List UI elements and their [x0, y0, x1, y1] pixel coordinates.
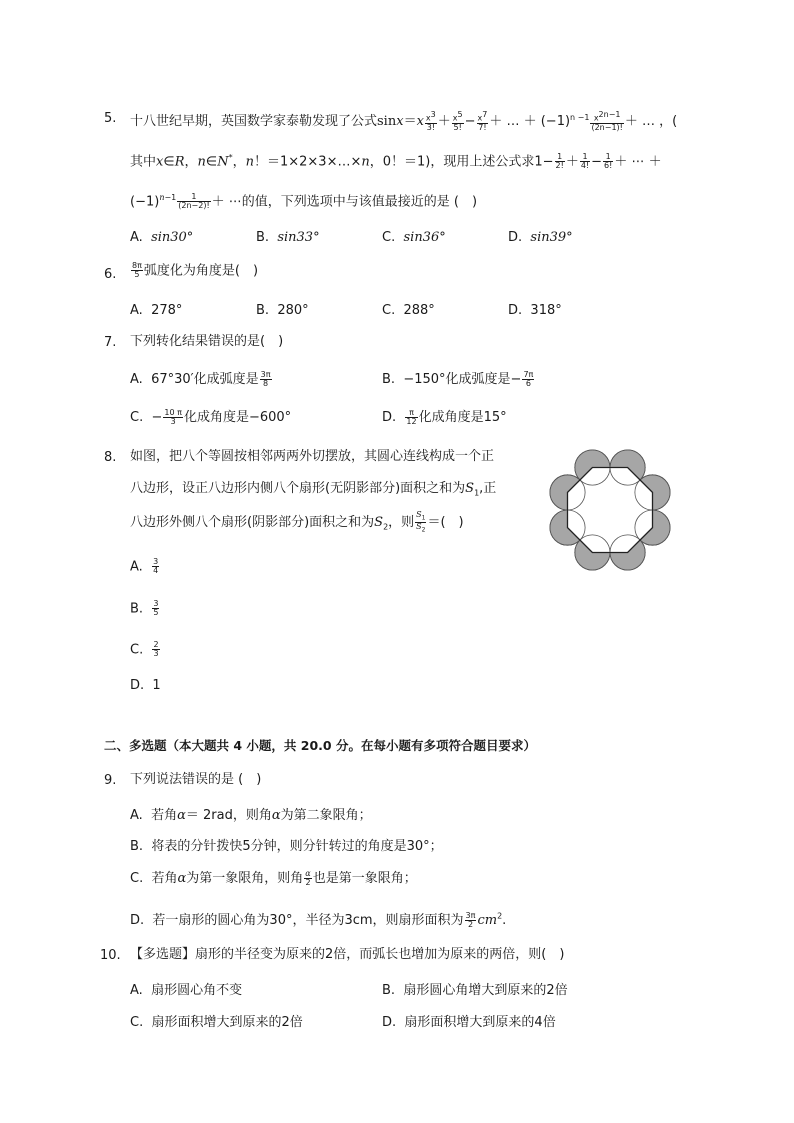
q7-option-a[interactable]: A. 67°30′化成弧度是 $\frac{3\pi}{8}$	[130, 369, 271, 388]
q5-fraction: $\frac{1}{6!}$	[604, 152, 613, 171]
q8-option-c[interactable]: C. $\frac{2}{3}$	[130, 640, 159, 659]
q5-option-c[interactable]: C. sin36°	[382, 230, 446, 245]
q5-text: 其中	[130, 154, 157, 170]
q5-line-2: 其中x∈R，n∈N*，n！＝1×2×3×…×n，0！＝1)，现用上述公式求1− $\frac{1}{2!}$ ＋ $\frac{1}{4!}$ − $\frac{1}{6!}$ ＋ ⋯ ＋	[130, 152, 662, 171]
q5-text: ，	[232, 154, 246, 170]
q7-stem: 下列转化结果错误的是( )	[130, 334, 284, 349]
q8-option-d[interactable]: D. 1	[130, 678, 161, 693]
q5-text: ，0！＝1)，现用上述公式求1	[369, 154, 543, 170]
q10-option-a[interactable]: A. 扇形圆心角不变	[130, 983, 243, 998]
q5-text: ＋ ⋯的值，下列选项中与该值最接近的是 ( )	[211, 194, 478, 210]
q10-option-b[interactable]: B. 扇形圆心角增大到原来的2倍	[382, 983, 568, 998]
q7-option-b[interactable]: B. −150°化成弧度是− $\frac{7\pi}{6}$	[382, 369, 534, 388]
q5-var: N	[217, 154, 229, 170]
q7-option-d[interactable]: D. $\frac{\pi}{12}$ 化成角度是15°	[382, 407, 507, 426]
q5-fraction: $\frac{x^7}{7!}$	[477, 110, 488, 133]
q8-line-2: 八边形，设正八边形内侧八个扇形(无阴影部分)面积之和为$S_1$,正	[130, 481, 497, 498]
q10-option-c[interactable]: C. 扇形面积增大到原来的2倍	[130, 1015, 303, 1030]
q6-option-c[interactable]: C. 288°	[382, 303, 435, 318]
q8-number: 8.	[104, 450, 117, 465]
q9-option-b[interactable]: B. 将表的分针拨快5分钟，则分针转过的角度是30°；	[130, 839, 443, 854]
q6-option-d[interactable]: D. 318°	[508, 303, 562, 318]
q5-var: n	[245, 154, 254, 170]
q5-text: ＋ ⋯ ＋	[614, 154, 662, 170]
q8-line-3: 八边形外侧八个扇形(阴影部分)面积之和为$S_2$，则 $\frac{S_1}{S_2}$ ＝( )	[130, 510, 464, 534]
q5-fraction: $\frac{x^{2n-1}}{(2n-1)!}$	[591, 110, 623, 133]
q5-text: ＋ … ，(	[624, 114, 678, 130]
eight-circles-figure	[545, 445, 675, 575]
q6-stem	[130, 262, 258, 280]
q9-option-d[interactable]: D. 若一扇形的圆心角为30°，半径为3cm，则扇形面积为 $\frac{3\pi}{2}$ $cm^2$.	[130, 910, 507, 929]
q5-sin: sin	[377, 114, 397, 130]
q5-sup: *	[228, 153, 233, 163]
q5-text: ！＝1×2×3×…×	[253, 154, 362, 170]
q8-option-a[interactable]: A. $\frac{3}{4}$	[130, 557, 159, 576]
q5-fraction: $\frac{1}{2!}$	[555, 152, 564, 171]
q5-var: n	[197, 154, 206, 170]
q9-option-c[interactable]: C. 若角α为第一象限角，则角 $\frac{\alpha}{2}$ 也是第一象限角；	[130, 868, 417, 887]
q10-number: 10.	[100, 948, 121, 963]
q6-text: 弧度化为角度是( )	[143, 263, 259, 279]
q9-number: 9.	[104, 773, 117, 788]
q5-option-a[interactable]: A. sin30°	[130, 230, 194, 245]
q6-option-a[interactable]: A. 278°	[130, 303, 183, 318]
q5-text: (−1)	[130, 194, 160, 210]
q5-fraction: $\frac{1}{4!}$	[580, 152, 590, 171]
q7-number: 7.	[104, 335, 117, 350]
q7-option-c[interactable]: C. − $\frac{10 \pi}{3}$ 化成角度是−600°	[130, 407, 292, 426]
q9-stem: 下列说法错误的是 ( )	[130, 772, 262, 787]
q8-line-1: 如图，把八个等圆按相邻两两外切摆放，其圆心连线构成一个正	[130, 449, 495, 464]
q5-option-d[interactable]: D. sin39°	[508, 230, 573, 245]
q5-eq: ＝	[403, 114, 417, 130]
q5-text: −1	[164, 193, 177, 203]
q5-fraction: $\frac{x^3}{3!}$	[425, 110, 436, 133]
q5-line-3	[130, 193, 477, 211]
q5-text: 十八世纪早期，英国数学家泰勒发现了公式	[130, 114, 378, 130]
q10-option-d[interactable]: D. 扇形面积增大到原来的4倍	[382, 1015, 556, 1030]
q5-fraction: $\frac{1}{(2n-2)!}$	[178, 192, 210, 211]
q5-var: x	[396, 114, 404, 130]
q9-option-a[interactable]: A. 若角α＝ 2rad，则角α为第二象限角；	[130, 808, 372, 823]
q5-var: x	[156, 154, 164, 170]
q5-fraction: $\frac{x^5}{5!}$	[452, 110, 463, 133]
q5-symbol: ∈	[163, 154, 175, 170]
q6-number: 6.	[104, 267, 117, 282]
q5-var: x	[416, 114, 424, 130]
q5-symbol: ∈	[205, 154, 218, 170]
q6-option-b[interactable]: B. 280°	[256, 303, 309, 318]
q5-var: R	[174, 154, 185, 170]
q5-var: n	[361, 154, 370, 170]
q5-option-b[interactable]: B. sin33°	[256, 230, 320, 245]
section-heading-multiple-choice: 二、多选题（本大题共 4 小题，共 20.0 分。在每小题有多项符合题目要求）	[104, 738, 536, 753]
q8-option-b[interactable]: B. $\frac{3}{5}$	[130, 599, 159, 618]
q6-fraction: $\frac{8\pi}{5}$	[132, 261, 142, 280]
q5-var: n	[159, 193, 165, 203]
q5-text: ，	[184, 154, 198, 170]
q5-number: 5.	[104, 111, 117, 126]
q5-line-1: 十八世纪早期，英国数学家泰勒发现了公式sinx＝x $\frac{x^3}{3!}$ ＋ $\frac{x^5}{5!}$ − $\frac{x^7}{7!}$ ＋ … ＋ $(-1)^{n -1}$ $\frac{x^{2n-1}}{(2n-1)!}$ ＋ … ，(	[130, 110, 678, 133]
q10-stem: 【多选题】扇形的半径变为原来的2倍，而弧长也增加为原来的两倍，则( )	[130, 947, 565, 962]
